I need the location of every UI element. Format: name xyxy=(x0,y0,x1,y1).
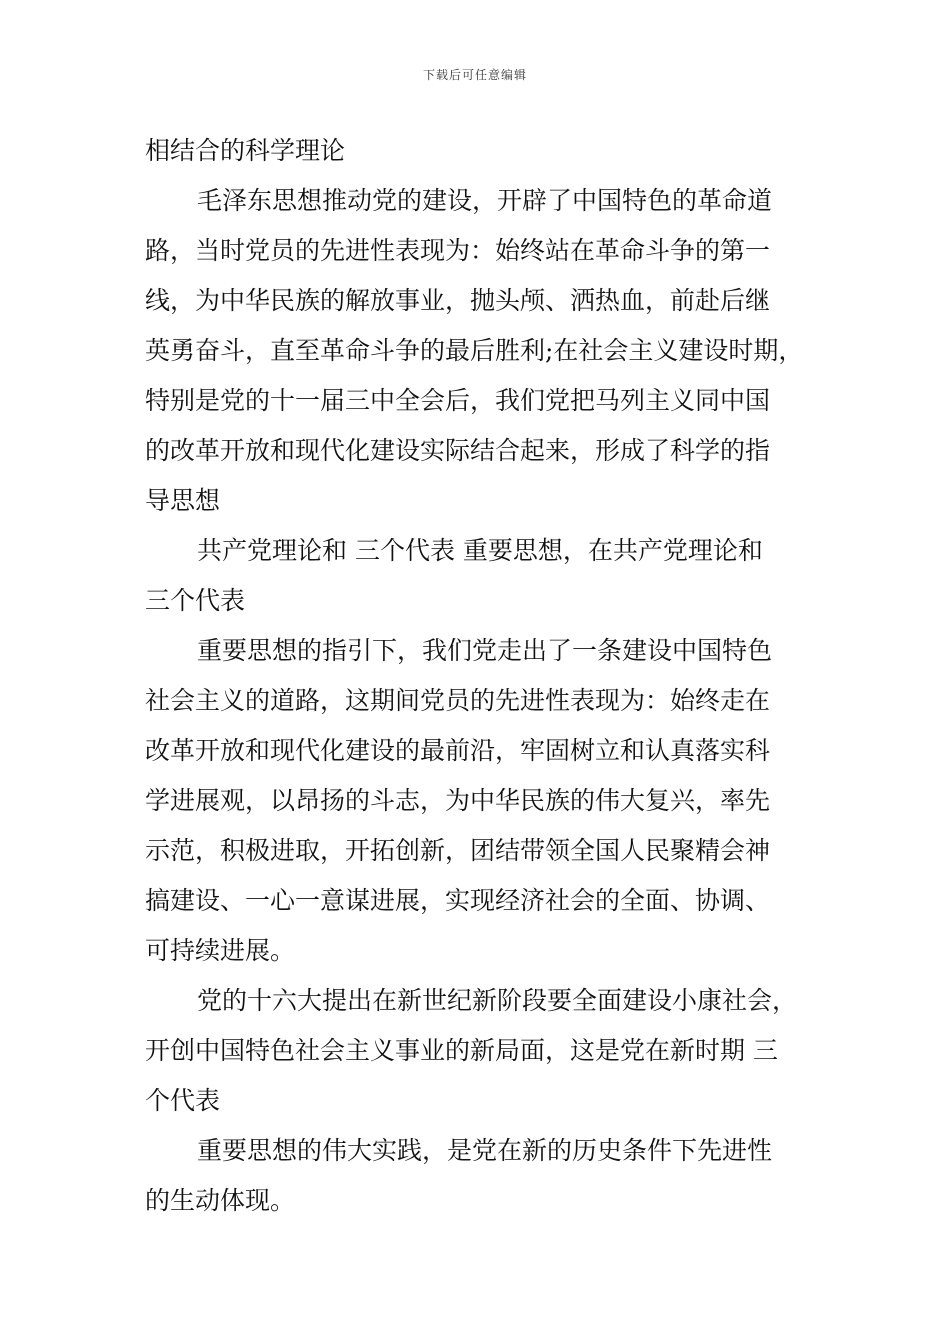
text-line: 可持续进展。 xyxy=(145,936,296,965)
text-line: 的生动体现。 xyxy=(145,1186,296,1215)
text-line: 线，为中华民族的解放事业，抛头颅、洒热血，前赴后继 xyxy=(145,286,771,315)
text-line: 三个代表 xyxy=(145,586,246,615)
text-line: 搞建设、一心一意谋进展，实现经济社会的全面、协调、 xyxy=(145,886,771,915)
text-line: 相结合的科学理论 xyxy=(145,136,346,165)
paragraph-first-line: 毛泽东思想推动党的建设，开辟了中国特色的革命道 xyxy=(197,186,773,215)
paragraph-first-line: 重要思想的指引下，我们党走出了一条建设中国特色 xyxy=(197,636,773,665)
text-line: 开创中国特色社会主义事业的新局面，这是党在新时期 三 xyxy=(145,1036,778,1065)
text-line: 英勇奋斗，直至革命斗争的最后胜利;在社会主义建设时期， xyxy=(145,336,804,365)
paragraph-first-line: 党的十六大提出在新世纪新阶段要全面建设小康社会， xyxy=(197,986,798,1015)
document-body xyxy=(145,126,813,1226)
text-line: 改革开放和现代化建设的最前沿，牢固树立和认真落实科 xyxy=(145,736,771,765)
text-line: 学进展观，以昂扬的斗志，为中华民族的伟大复兴，率先 xyxy=(145,786,771,815)
text-line: 个代表 xyxy=(145,1086,221,1115)
text-line: 社会主义的道路，这期间党员的先进性表现为：始终走在 xyxy=(145,686,771,715)
page-header: 下载后可任意编辑 xyxy=(422,68,527,82)
text-line: 的改革开放和现代化建设实际结合起来，形成了科学的指 xyxy=(145,436,771,465)
text-line: 示范，积极进取，开拓创新，团结带领全国人民聚精会神 xyxy=(145,836,771,865)
paragraph-first-line: 重要思想的伟大实践，是党在新的历史条件下先进性 xyxy=(197,1136,773,1165)
text-line: 特别是党的十一届三中全会后，我们党把马列主义同中国 xyxy=(145,386,771,415)
text-line: 导思想 xyxy=(145,486,221,515)
text-line: 路，当时党员的先进性表现为：始终站在革命斗争的第一 xyxy=(145,236,771,265)
paragraph-first-line: 共产党理论和 三个代表 重要思想，在共产党理论和 xyxy=(197,536,763,565)
